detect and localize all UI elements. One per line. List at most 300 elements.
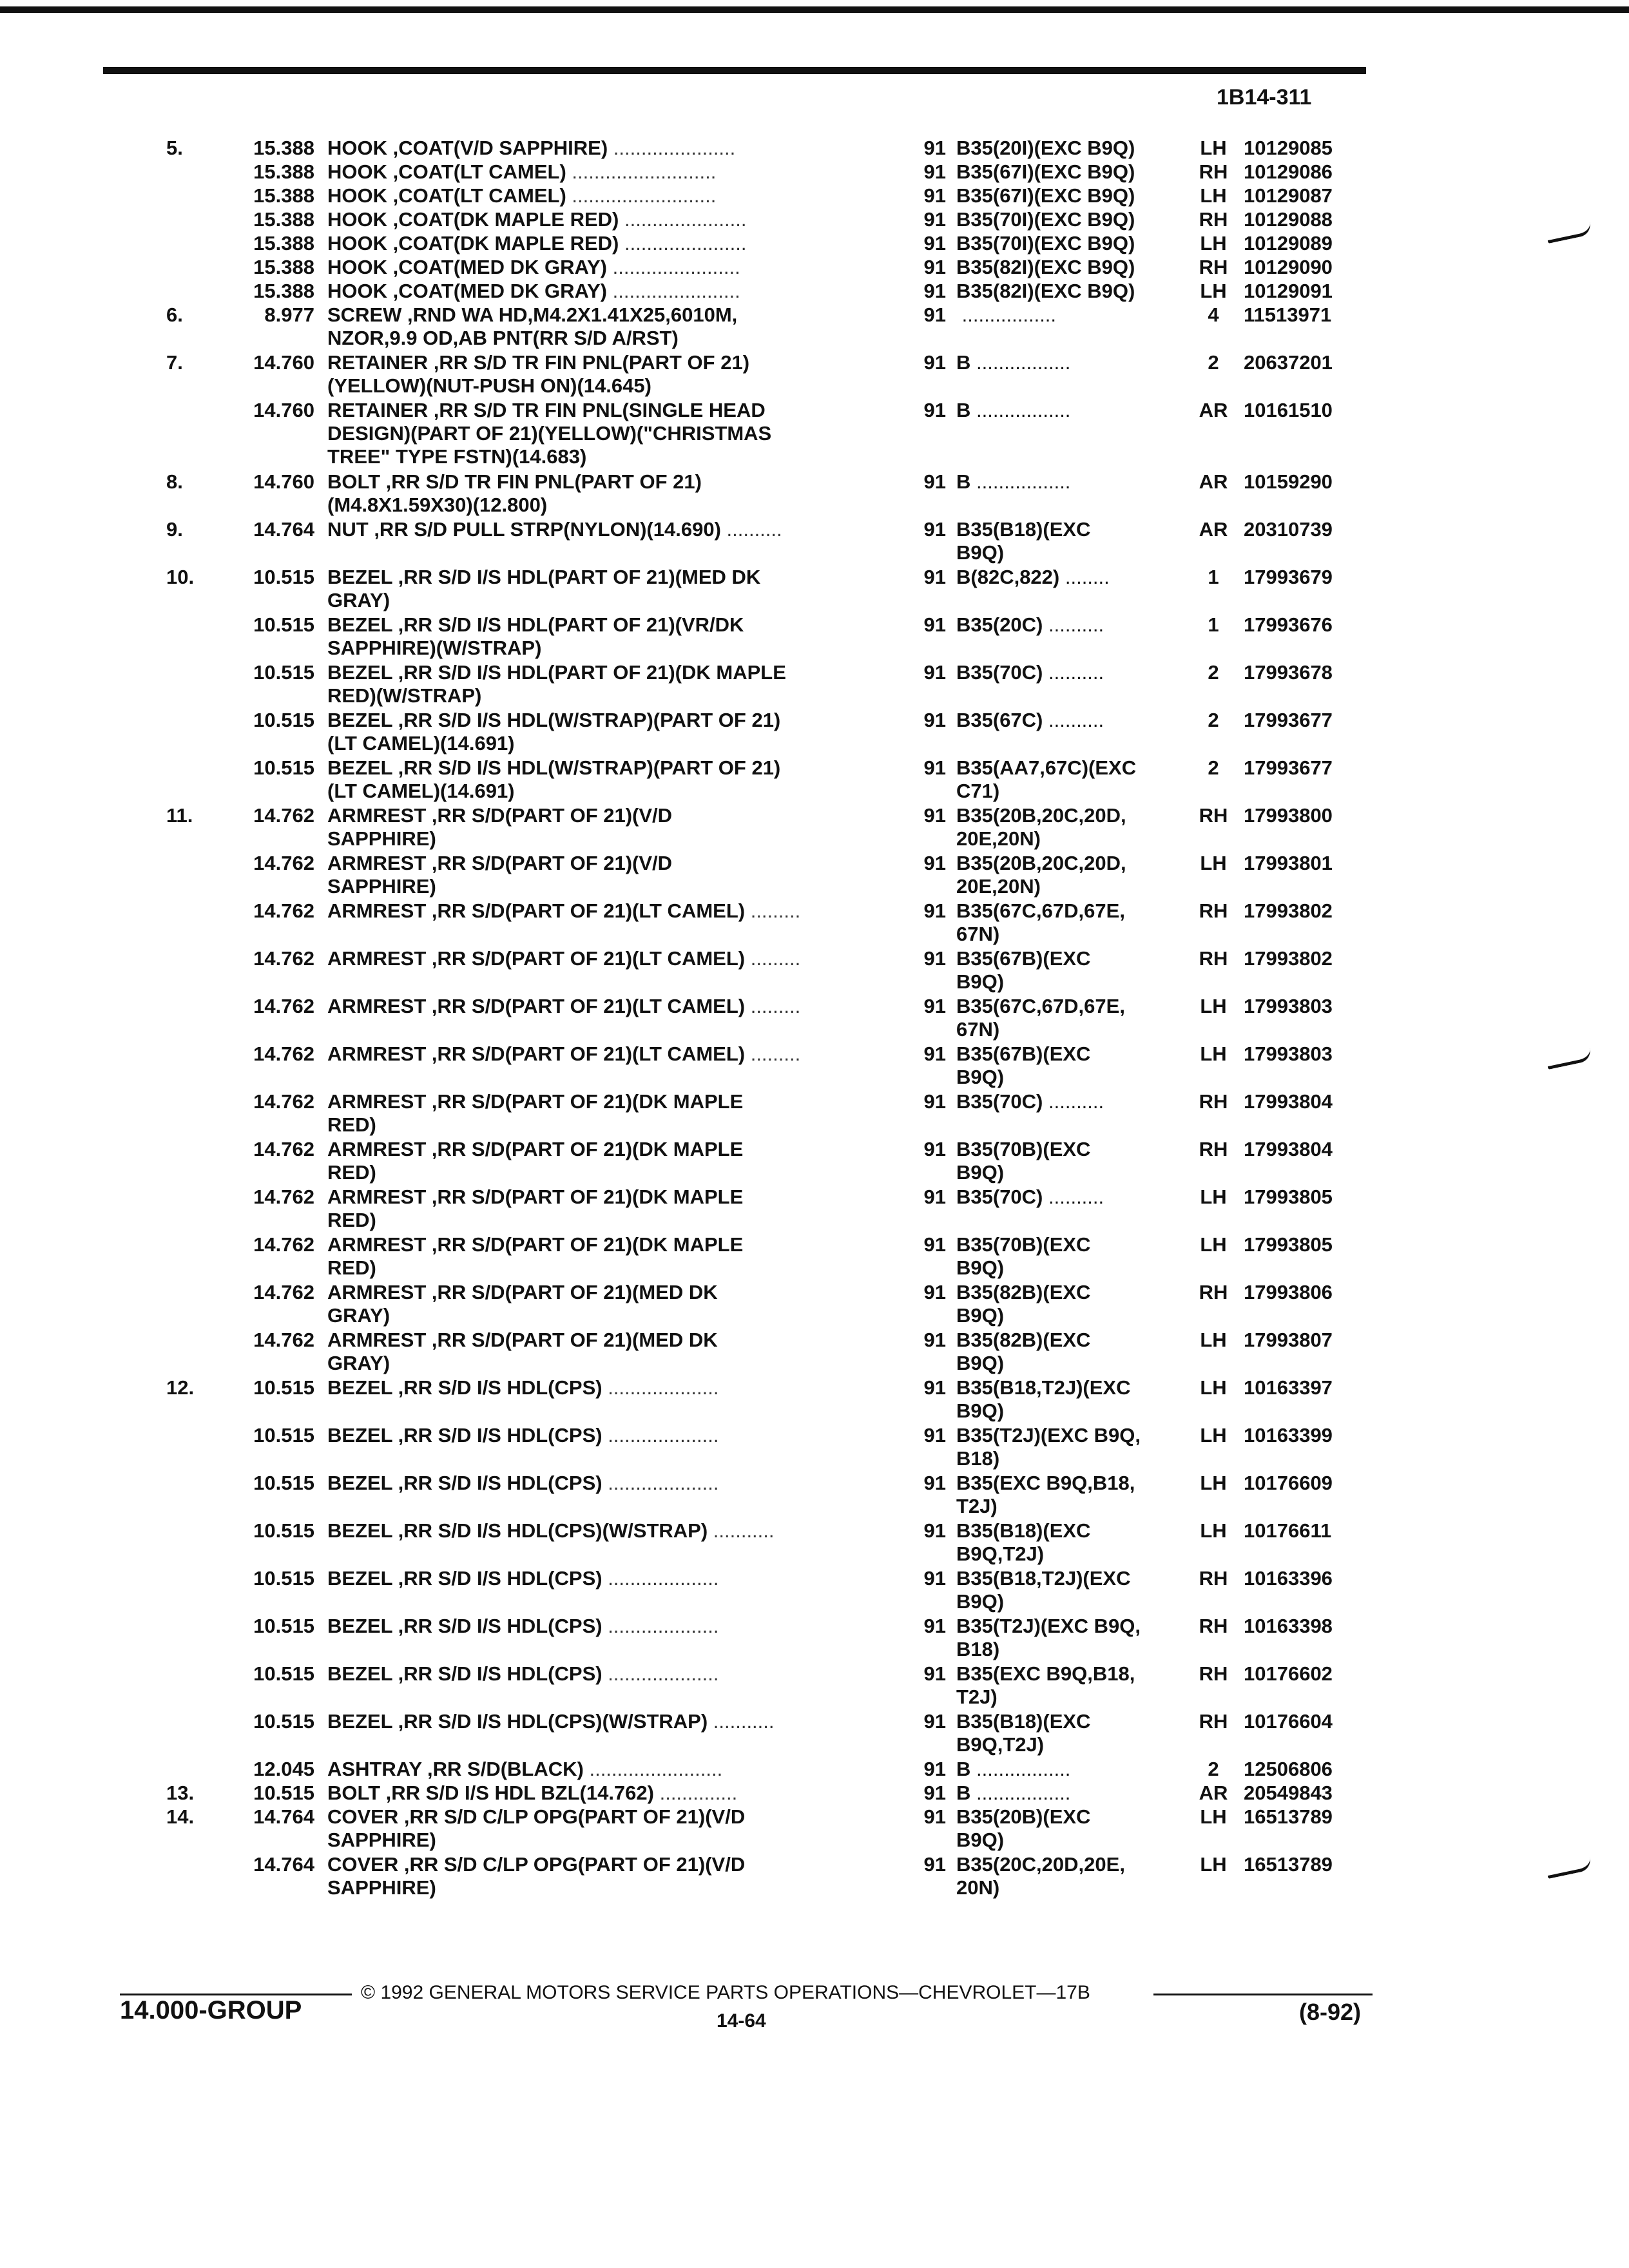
parts-row [0,232,1629,256]
group-number: 14.762 [253,899,314,922]
description-line: ARMREST ,RR S/D(PART OF 21)(MED DK [327,1281,718,1303]
application [956,1376,1188,1423]
leader-dots: .......................... [566,184,717,207]
leader-dots: ........... [708,1710,775,1733]
application [956,280,1188,303]
quantity: AR [1199,1782,1228,1804]
leader-dots: ....................... [607,256,740,278]
leader-dots: ......... [745,995,801,1017]
model-year: 91 [923,137,946,159]
description-line: DESIGN)(PART OF 21)(YELLOW)("CHRISTMAS [327,422,772,445]
group-number: 14.762 [253,852,314,874]
description-line: HOOK ,COAT(LT CAMEL) [327,184,566,207]
model-year: 91 [923,1567,946,1590]
parts-row [0,1281,1629,1329]
application-line: T2J) [956,1686,998,1708]
model-year: 91 [923,661,946,684]
application [956,1472,1188,1518]
parts-row [0,852,1629,899]
application [956,1710,1188,1756]
quantity: RH [1199,804,1228,827]
item-number: 10. [166,566,195,588]
part-number: 17993805 [1244,1186,1333,1208]
description-line: BEZEL ,RR S/D I/S HDL(CPS) [327,1662,602,1685]
model-year: 91 [923,399,946,421]
description [327,256,901,279]
model-year: 91 [923,1710,946,1733]
part-number: 20310739 [1244,518,1333,541]
application-line: B9Q) [956,1066,1005,1088]
application-line: B9Q) [956,1399,1005,1422]
description-line: BEZEL ,RR S/D I/S HDL(PART OF 21)(VR/DK [327,613,744,636]
top-edge-line [0,6,1629,13]
application-line: B9Q) [956,1304,1005,1327]
application [956,899,1188,946]
group-number: 14.762 [253,1090,314,1113]
description [327,1519,901,1542]
description-line: SAPPHIRE) [327,1829,436,1851]
part-number: 10163396 [1244,1567,1333,1590]
model-year: 91 [923,709,946,731]
group-number: 14.762 [253,947,314,970]
leader-dots: .......... [1043,661,1104,684]
parts-row [0,661,1629,709]
item-number: 5. [166,137,183,159]
application-line: B35(70B)(EXC [956,1233,1091,1256]
model-year: 91 [923,756,946,779]
group-number: 15.388 [253,184,314,207]
quantity: RH [1199,1615,1228,1637]
description-line: RED) [327,1113,376,1136]
application [956,1424,1188,1470]
item-number: 9. [166,518,183,541]
model-year: 91 [923,899,946,922]
description [327,1758,901,1781]
quantity: RH [1199,899,1228,922]
application-line: B35(67I)(EXC B9Q) [956,184,1135,207]
part-number: 10176604 [1244,1710,1333,1733]
description-line: (LT CAMEL)(14.691) [327,732,515,754]
leader-dots: ......... [745,1043,801,1065]
model-year: 91 [923,852,946,874]
description-line: SCREW ,RND WA HD,M4.2X1.41X25,6010M, [327,303,738,326]
description-line: ARMREST ,RR S/D(PART OF 21)(LT CAMEL) [327,899,746,922]
parts-row [0,303,1629,351]
quantity: AR [1199,399,1228,421]
model-year: 91 [923,351,946,374]
application-line: B9Q) [956,1352,1005,1374]
parts-row [0,1758,1629,1782]
application-line: B35(B18,T2J)(EXC [956,1376,1131,1399]
quantity: LH [1200,1186,1227,1208]
application-line: B18) [956,1638,1000,1660]
quantity: LH [1200,852,1227,874]
model-year: 91 [923,280,946,302]
quantity: LH [1200,280,1227,302]
quantity: LH [1200,1233,1227,1256]
group-number: 14.762 [253,1329,314,1351]
application [956,1853,1188,1899]
quantity: RH [1199,1138,1228,1160]
description-line: RED) [327,1256,376,1279]
quantity: LH [1200,1376,1227,1399]
quantity: RH [1199,1710,1228,1733]
group-number: 15.388 [253,280,314,302]
application-line: B(82C,822) [956,566,1060,588]
description [327,1782,901,1805]
quantity: RH [1199,208,1228,231]
description-line: RED) [327,1161,376,1184]
model-year: 91 [923,1424,946,1446]
application-line: 20E,20N) [956,827,1041,850]
quantity: AR [1199,470,1228,493]
leader-dots: .................... [602,1424,719,1446]
application [956,1758,1188,1781]
copyright-line: © 1992 GENERAL MOTORS SERVICE PARTS OPERATIONS—CHEVROLET—17B [361,1982,1090,2003]
description [327,947,901,970]
part-number: 17993805 [1244,1233,1333,1256]
description [327,1853,901,1899]
quantity: RH [1199,1090,1228,1113]
application-line: 67N) [956,923,1000,945]
group-number: 10.515 [253,613,314,636]
application-line: B35(T2J)(EXC B9Q, [956,1615,1141,1637]
description-line: BOLT ,RR S/D TR FIN PNL(PART OF 21) [327,470,702,493]
description-line: ARMREST ,RR S/D(PART OF 21)(V/D [327,852,673,874]
description-line: COVER ,RR S/D C/LP OPG(PART OF 21)(V/D [327,1805,746,1828]
quantity: LH [1200,137,1227,159]
leader-dots: .................... [602,1472,719,1494]
leader-dots: .......... [1043,613,1104,636]
application [956,137,1188,160]
quantity: LH [1200,1329,1227,1351]
model-year: 91 [923,1043,946,1065]
parts-row [0,137,1629,160]
group-number: 14.764 [253,1853,314,1876]
leader-dots: ........................ [583,1758,723,1780]
leader-dots: ................. [970,470,1071,493]
part-number: 10176602 [1244,1662,1333,1685]
leader-dots: ......... [745,899,801,922]
application-line: C71) [956,780,1000,802]
parts-row [0,1662,1629,1710]
application [956,184,1188,207]
description-line: BEZEL ,RR S/D I/S HDL(CPS) [327,1567,602,1590]
parts-row [0,1519,1629,1567]
quantity: RH [1199,1662,1228,1685]
description [327,995,901,1018]
application [956,709,1188,732]
part-number: 10129090 [1244,256,1333,278]
leader-dots: ........ [1059,566,1110,588]
group-number: 10.515 [253,566,314,588]
description [327,1186,901,1232]
application-line: B35(82B)(EXC [956,1281,1091,1303]
description [327,1662,901,1686]
leader-dots: ...................... [619,232,747,255]
application-line: B35(EXC B9Q,B18, [956,1472,1135,1494]
application [956,613,1188,637]
group-number: 10.515 [253,1376,314,1399]
part-number: 17993679 [1244,566,1333,588]
application [956,1782,1188,1805]
leader-dots: ................. [970,351,1071,374]
description [327,1615,901,1638]
item-number: 14. [166,1805,195,1828]
application [956,947,1188,994]
leader-dots: .................... [602,1376,719,1399]
application-line: T2J) [956,1495,998,1517]
description [327,280,901,303]
quantity: LH [1200,1805,1227,1828]
quantity: 4 [1208,303,1219,326]
application [956,804,1188,850]
part-number: 10163397 [1244,1376,1333,1399]
part-number: 10129085 [1244,137,1333,159]
description-line: HOOK ,COAT(LT CAMEL) [327,160,566,183]
application [956,1662,1188,1709]
description-line: ARMREST ,RR S/D(PART OF 21)(LT CAMEL) [327,947,746,970]
parts-row [0,208,1629,232]
part-number: 17993678 [1244,661,1333,684]
quantity: RH [1199,1567,1228,1590]
quantity: 2 [1208,709,1219,731]
description-line: RED)(W/STRAP) [327,684,482,707]
description-line: ASHTRAY ,RR S/D(BLACK) [327,1758,584,1780]
application [956,518,1188,564]
description-line: GRAY) [327,1352,390,1374]
part-number: 10129089 [1244,232,1333,255]
application-line: B35(20I)(EXC B9Q) [956,137,1135,159]
application [956,256,1188,279]
parts-row [0,256,1629,280]
description-line: COVER ,RR S/D C/LP OPG(PART OF 21)(V/D [327,1853,746,1876]
application-line: B9Q) [956,1590,1005,1613]
model-year: 91 [923,160,946,183]
description [327,804,901,850]
item-number: 13. [166,1782,195,1804]
group-number: 10.515 [253,1710,314,1733]
description [327,1472,901,1495]
group-number: 14.764 [253,1805,314,1828]
leader-dots: ...................... [608,137,736,159]
description-line: BOLT ,RR S/D I/S HDL BZL(14.762) [327,1782,654,1804]
application-line: B35(67C,67D,67E, [956,899,1125,922]
group-number: 14.760 [253,399,314,421]
leader-dots: ................. [970,1758,1071,1780]
part-number: 17993803 [1244,1043,1333,1065]
description-line: GRAY) [327,589,390,611]
description-line: SAPPHIRE) [327,1876,436,1899]
model-year: 91 [923,1662,946,1685]
application-line: B9Q) [956,970,1005,993]
description [327,470,901,517]
model-year: 91 [923,1090,946,1113]
application-line: B35(B18)(EXC [956,1710,1091,1733]
model-year: 91 [923,804,946,827]
application [956,995,1188,1041]
description-line: BEZEL ,RR S/D I/S HDL(CPS)(W/STRAP) [327,1519,708,1542]
description-line: ARMREST ,RR S/D(PART OF 21)(LT CAMEL) [327,995,746,1017]
application-line: B35(B18)(EXC [956,1519,1091,1542]
description-line: ARMREST ,RR S/D(PART OF 21)(DK MAPLE [327,1186,744,1208]
leader-dots: ......... [745,947,801,970]
leader-dots: ................. [970,399,1071,421]
description-line: TREE" TYPE FSTN)(14.683) [327,445,587,468]
group-number: 15.388 [253,160,314,183]
application-line: B35(70C) [956,1186,1043,1208]
quantity: LH [1200,232,1227,255]
description-line: BEZEL ,RR S/D I/S HDL(CPS) [327,1376,602,1399]
application-line: B35(67B)(EXC [956,1043,1091,1065]
part-number: 10176609 [1244,1472,1333,1494]
application-line: B9Q) [956,541,1005,564]
leader-dots: .......... [1043,1186,1104,1208]
group-number: 14.764 [253,518,314,541]
application-line: B35(EXC B9Q,B18, [956,1662,1135,1685]
description [327,399,901,468]
leader-dots: ...................... [619,208,747,231]
application [956,1567,1188,1613]
model-year: 91 [923,1138,946,1160]
item-number: 12. [166,1376,195,1399]
parts-row [0,1782,1629,1805]
group-number: 14.760 [253,351,314,374]
application-line: 20N) [956,1876,1000,1899]
part-number: 12506806 [1244,1758,1333,1780]
parts-row [0,1805,1629,1853]
application [956,1186,1188,1209]
application-line: B35(67B)(EXC [956,947,1091,970]
application-line: B35(70B)(EXC [956,1138,1091,1160]
leader-dots: ................. [970,1782,1071,1804]
description [327,1090,901,1137]
item-number: 7. [166,351,183,374]
parts-row [0,1853,1629,1901]
model-year: 91 [923,470,946,493]
quantity: RH [1199,256,1228,278]
description-line: NUT ,RR S/D PULL STRP(NYLON)(14.690) [327,518,721,541]
model-year: 91 [923,1615,946,1637]
application-line: B35(70I)(EXC B9Q) [956,232,1135,255]
group-number: 14.762 [253,1186,314,1208]
description-line: ARMREST ,RR S/D(PART OF 21)(V/D [327,804,673,827]
quantity: 2 [1208,661,1219,684]
description [327,1281,901,1327]
application [956,470,1188,494]
description-line: (YELLOW)(NUT-PUSH ON)(14.645) [327,374,651,397]
part-number: 20637201 [1244,351,1333,374]
application [956,399,1188,422]
application-line: B18) [956,1447,1000,1470]
leader-dots: .................... [602,1567,719,1590]
application-line: B9Q) [956,1829,1005,1851]
application-line: B [956,1758,971,1780]
parts-row [0,1472,1629,1519]
parts-row [0,1424,1629,1472]
part-number: 10161510 [1244,399,1333,421]
parts-row [0,518,1629,566]
description-line: HOOK ,COAT(MED DK GRAY) [327,256,607,278]
quantity: RH [1199,160,1228,183]
application [956,1281,1188,1327]
group-number: 15.388 [253,137,314,159]
description [327,756,901,803]
group-number: 10.515 [253,1424,314,1446]
leader-dots: .......................... [566,160,717,183]
description-line: (M4.8X1.59X30)(12.800) [327,494,548,516]
model-year: 91 [923,1186,946,1208]
application [956,1138,1188,1184]
footer-rule-left [120,1994,352,1995]
application [956,232,1188,255]
parts-row [0,1567,1629,1615]
part-number: 17993804 [1244,1090,1333,1113]
description-line: ARMREST ,RR S/D(PART OF 21)(DK MAPLE [327,1090,744,1113]
part-number: 20549843 [1244,1782,1333,1804]
description [327,566,901,612]
group-number: 14.762 [253,804,314,827]
description-line: RETAINER ,RR S/D TR FIN PNL(PART OF 21) [327,351,750,374]
application [956,1329,1188,1375]
application-line: B35(B18,T2J)(EXC [956,1567,1131,1590]
item-number: 6. [166,303,183,326]
quantity: 2 [1208,756,1219,779]
application-line: B35(67I)(EXC B9Q) [956,160,1135,183]
part-number: 10176611 [1244,1519,1332,1542]
description [327,1043,901,1066]
parts-row [0,1329,1629,1376]
application-line: B35(B18)(EXC [956,518,1091,541]
leader-dots: ....................... [607,280,740,302]
group-number: 15.388 [253,208,314,231]
footer-rule-right [1153,1994,1373,1995]
application [956,1805,1188,1852]
group-number: 10.515 [253,1615,314,1637]
description-line: HOOK ,COAT(MED DK GRAY) [327,280,607,302]
parts-row [0,1186,1629,1233]
part-number: 17993806 [1244,1281,1333,1303]
model-year: 91 [923,1233,946,1256]
parts-row [0,1090,1629,1138]
application [956,208,1188,231]
description-line: BEZEL ,RR S/D I/S HDL(CPS) [327,1424,602,1446]
application-line: B35(70C) [956,661,1043,684]
group-number: 10.515 [253,709,314,731]
group-number: 10.515 [253,1567,314,1590]
quantity: RH [1199,947,1228,970]
application-line: B9Q,T2J) [956,1733,1045,1756]
application-line: 67N) [956,1018,1000,1041]
group-number: 14.762 [253,1043,314,1065]
description [327,1424,901,1447]
model-year: 91 [923,1758,946,1780]
leader-dots: ................. [956,303,1057,326]
description [327,1329,901,1375]
model-year: 91 [923,1519,946,1542]
application-line: B35(82I)(EXC B9Q) [956,256,1135,278]
group-number: 14.762 [253,1281,314,1303]
quantity: LH [1200,1853,1227,1876]
application-line: B9Q) [956,1161,1005,1184]
application-line: B35(AA7,67C)(EXC [956,756,1137,779]
group-number: 15.388 [253,232,314,255]
application [956,303,1188,327]
model-year: 91 [923,256,946,278]
part-number: 17993804 [1244,1138,1333,1160]
description-line: HOOK ,COAT(DK MAPLE RED) [327,232,619,255]
model-year: 91 [923,1853,946,1876]
